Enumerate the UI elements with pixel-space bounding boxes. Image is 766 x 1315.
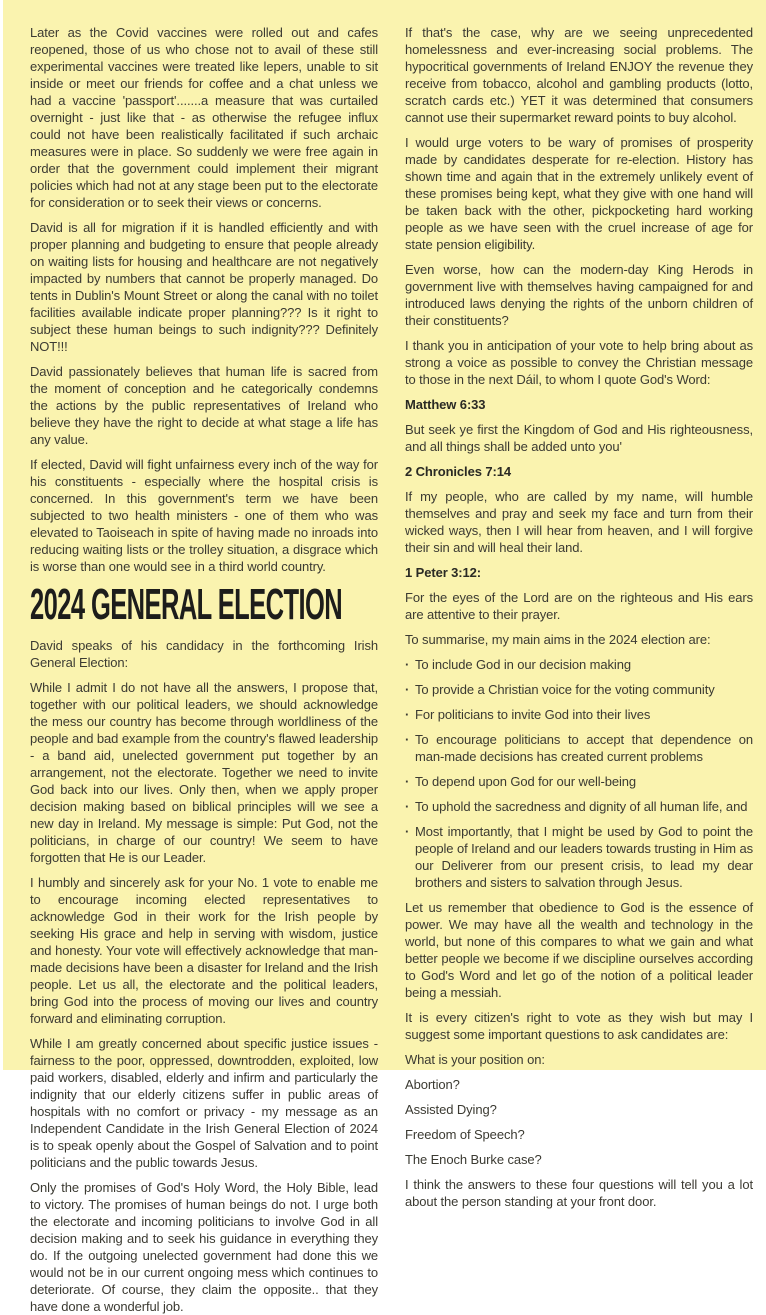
bullet-icon: · [405, 732, 410, 747]
aim-item [405, 823, 753, 891]
paragraph: Later as the Covid vaccines were rolled out and cafes reopened, those of us who chose not to avail of these still experimental vaccines were treated like lepers, unable to sit inside or meet our friends for coffee and a chat unless we had a vaccine 'passport'.......a measure that was curtailed overnight - just like that - as otherwise the refugee influx could not have been realistically facilitated if such archaic measures were in place. So suddenly we were free again in order that the government could implement their migrant policies which had not at any stage been put to the electorate for consideration or to seek their views or concerns. [30, 25, 378, 210]
question-item: Abortion? [405, 1077, 460, 1092]
bullet-icon: · [405, 682, 410, 697]
aim-item [405, 731, 753, 765]
left-column [30, 24, 378, 1314]
aim-item [405, 706, 753, 723]
paragraph: It is every citizen's right to vote as they wish but may I suggest some important questions to ask candidates are: [405, 1010, 753, 1042]
question-item: Freedom of Speech? [405, 1127, 525, 1142]
aim-text: To provide a Christian voice for the voting community [415, 682, 715, 697]
scripture-text: If my people, who are called by my name, will humble themselves and pray and seek my face and turn from their wicked ways, then I will hear from heaven, and I will forgive their sin and will heal their land. [405, 489, 753, 555]
paragraph: David passionately believes that human life is sacred from the moment of conception and he categorically condemns the actions by the public representatives of Ireland who believe they have the right to decide at what stage a life has any value. [30, 364, 378, 447]
closing-paragraph: I think the answers to these four questions will tell you a lot about the person standing at your front door. [405, 1177, 753, 1209]
paragraph: Even worse, how can the modern-day King Herods in government live with themselves having campaigned for and introduced laws denying the rights of the unborn children of their constituents? [405, 262, 753, 328]
aim-item [405, 656, 753, 673]
aim-item [405, 798, 753, 815]
summary-intro: To summarise, my main aims in the 2024 election are: [405, 632, 711, 647]
aim-text: To include God in our decision making [415, 657, 631, 672]
paragraph: Only the promises of God's Holy Word, the Holy Bible, lead to victory. The promises of human beings do not. I urge both the electorate and incoming politicians to involve God in all decision making and to seek his guidance in everything they do. If the outgoing unelected government had done this we would not be in our current ongoing mess which continues to deteriorate. Of course, they claim the opposite.. that they have done a wonderful job. [30, 1180, 378, 1314]
aim-item [405, 773, 753, 790]
paragraph: David is all for migration if it is handled efficiently and with proper planning and budgeting to ensure that people already on waiting lists for housing and healthcare are not negatively impacted by numbers that cannot be properly managed. Do tents in Dublin's Mount Street or along the canal with no toilet facilities available indicate proper planning??? Is it right to subject these human beings to such indignity??? Definitely NOT!!! [30, 220, 378, 354]
question-item: Assisted Dying? [405, 1102, 497, 1117]
scripture-ref: Matthew 6:33 [405, 397, 486, 412]
scan-edge-strip [0, 0, 3, 1070]
paragraph: Let us remember that obedience to God is the essence of power. We may have all the wealth and technology in the world, but none of this compares to what we gain and what better people we become if we discipline ourselves according to God's Word and let go of the notion of a political leader being a messiah. [405, 900, 753, 1000]
paragraph: I humbly and sincerely ask for your No. 1 vote to enable me to encourage incoming elected representatives to acknowledge God in their work for the Irish people by seeking His grace and help in serving with wisdom, justice and honesty. Your vote will effectively acknowledge that man-made decisions have been a disaster for Ireland and the Irish people. Let us all, the electorate and the political leaders, bring God into the process of moving our lives and country forward and eliminating corruption. [30, 875, 378, 1026]
bullet-icon: · [405, 774, 410, 789]
scripture-text: For the eyes of the Lord are on the righteous and His ears are attentive to their prayer. [405, 590, 753, 622]
paragraph: If elected, David will fight unfairness every inch of the way for his constituents - especially where the hospital crisis is concerned. In this government's term we have been subjected to two health ministers - one of them who was elevated to Taoiseach in spite of having made no inroads into reducing waiting lists or the trolley situation, a disgrace which is worse than one would see in a third world country. [30, 457, 378, 574]
headline-text: 2024 GENERAL ELECTION [30, 580, 343, 629]
right-column [405, 24, 753, 1209]
aim-text: Most importantly, that I might be used by God to point the people of Ireland and our leaders towards trusting in Him as our Deliverer from our present crisis, to lead my dear brothers and sisters to salvation through Jesus. [415, 824, 753, 890]
bullet-icon: · [405, 657, 410, 672]
bullet-icon: · [405, 707, 410, 722]
paragraph: While I am greatly concerned about specific justice issues - fairness to the poor, oppressed, downtrodden, exploited, low paid workers, disabled, elderly and infirm and particularly the indignity that our elderly citizens suffer in public areas of hospitals with no comfort or privacy - my message as an Independent Candidate in the Irish General Election of 2024 is to speak openly about the Gospel of Salvation and to point politicians and the public towards Jesus. [30, 1036, 378, 1170]
question-intro: What is your position on: [405, 1052, 545, 1067]
bullet-icon: · [405, 824, 410, 839]
scripture-text: But seek ye first the Kingdom of God and His righteousness, and all things shall be added unto you' [405, 422, 753, 454]
paragraph: I thank you in anticipation of your vote to help bring about as strong a voice as possible to convey the Christian message to those in the next Dáil, to whom I quote God's Word: [405, 338, 753, 387]
question-item: The Enoch Burke case? [405, 1152, 542, 1167]
aim-text: To encourage politicians to accept that dependence on man-made decisions has created current problems [415, 732, 753, 764]
aim-item [405, 681, 753, 698]
headline-2024-general-election [30, 580, 378, 629]
scripture-ref: 2 Chronicles 7:14 [405, 464, 511, 479]
scripture-ref: 1 Peter 3:12: [405, 565, 482, 580]
bullet-icon: · [405, 799, 410, 814]
aim-text: For politicians to invite God into their lives [415, 707, 651, 722]
aim-text: To uphold the sacredness and dignity of all human life, and [415, 799, 748, 814]
paragraph: If that's the case, why are we seeing unprecedented homelessness and ever-increasing social problems. The hypocritical governments of Ireland ENJOY the revenue they receive from tobacco, alcohol and gambling products (lotto, scratch cards etc.) YET it was determined that consumers cannot use their supermarket reward points to buy alcohol. [405, 25, 753, 125]
paragraph: I would urge voters to be wary of promises of prosperity made by candidates desperate for re-election. History has shown time and again that in the extremely unlikely event of these promises being kept, what they give with one hand will be taken back with the other, pickpocketing hard working people as we have seen with the cruel increase of age for state pension eligibility. [405, 135, 753, 252]
candidacy-intro: David speaks of his candidacy in the forthcoming Irish General Election: [30, 638, 378, 670]
aim-text: To depend upon God for our well-being [415, 774, 637, 789]
paragraph: While I admit I do not have all the answers, I propose that, together with our political leaders, we should acknowledge the mess our country has become through worldliness of the people and bad example from the country's flawed leadership - a band aid, unelected government put together by an arrangement, not the electorate. Together we need to invite God back into our lives. Only then, when we apply proper decision making based on biblical principles will we see a new day in Ireland. My message is simple: Put God, not the politicians, in charge of our country! We seem to have forgotten that He is our Leader. [30, 680, 378, 865]
